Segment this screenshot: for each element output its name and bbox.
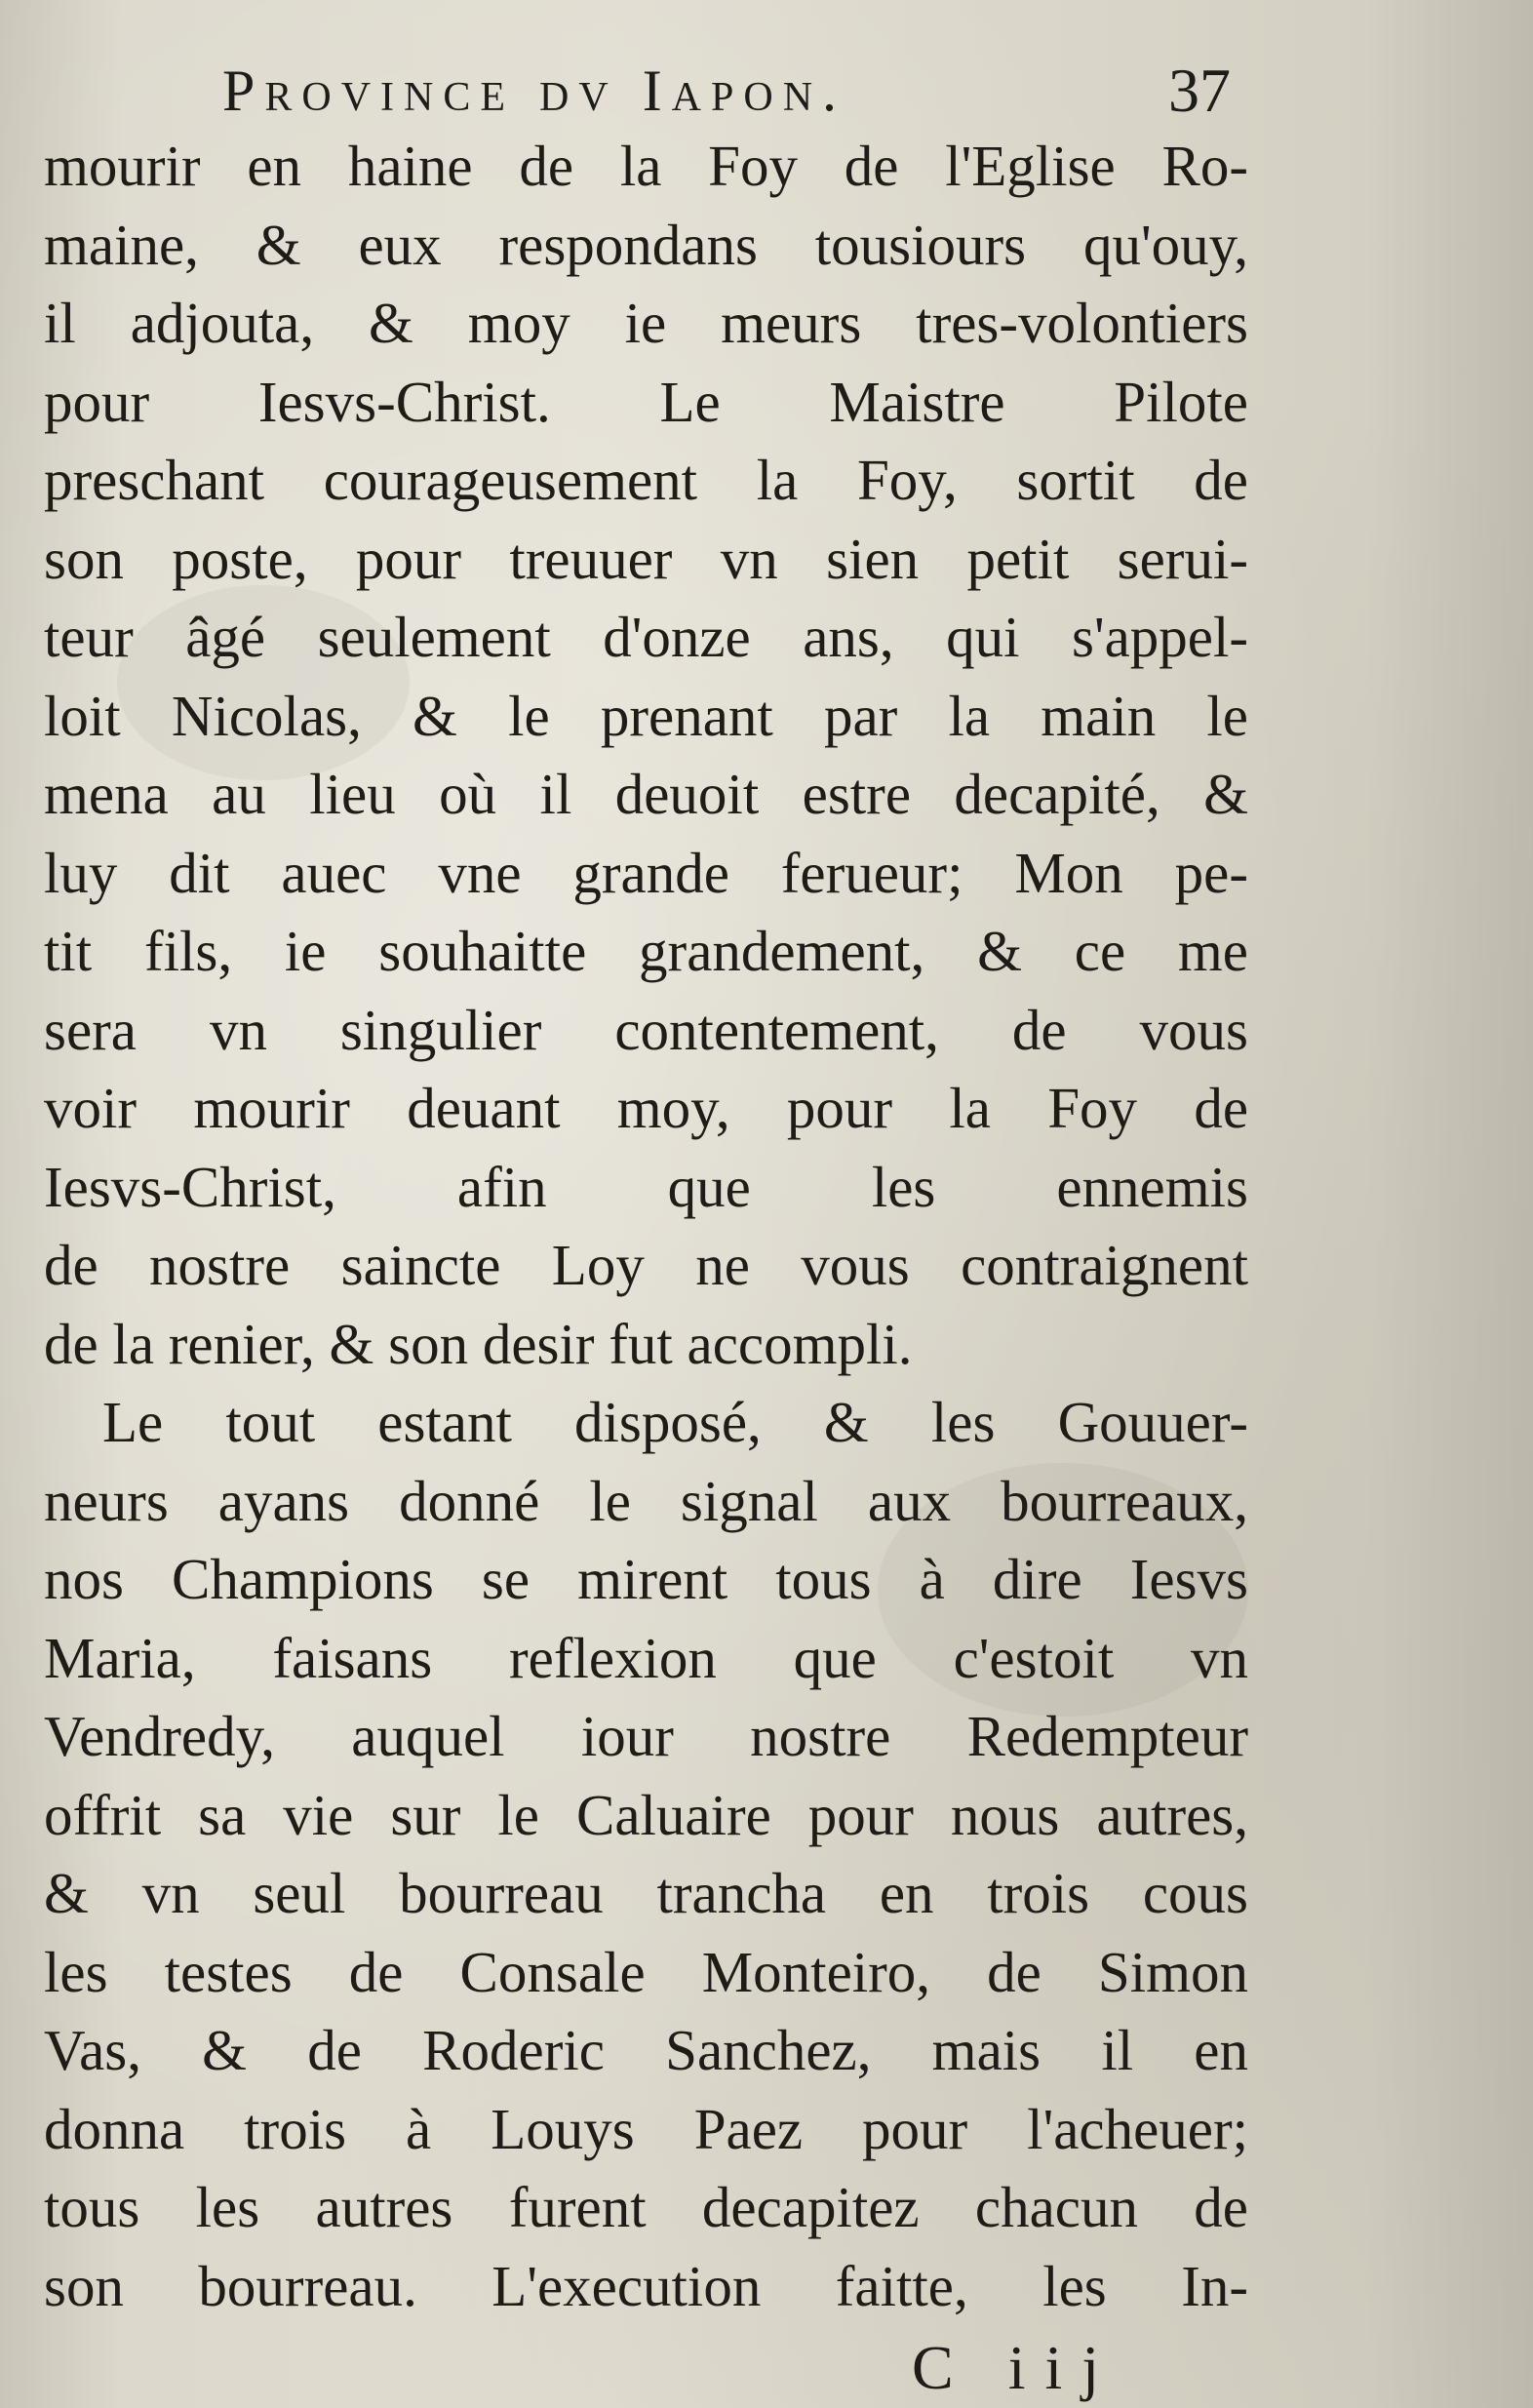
text-line: voir mourir deuant moy, pour la Foy de [44, 1076, 1248, 1140]
text-line: Vendredy, auquel iour nostre Redempteur [44, 1704, 1248, 1768]
text-line: pour Iesvs-Christ. Le Maistre Pilote [44, 369, 1248, 434]
text-line: nos Champions se mirent tous à dire Iesvs [44, 1547, 1248, 1611]
text-line: mena au lieu où il deuoit estre decapité, & [44, 762, 1248, 826]
text-line: neurs ayans donné le signal aux bourreaux, [44, 1468, 1248, 1533]
running-head [222, 47, 1246, 135]
text-line: tous les autres furent decapitez chacun de [44, 2175, 1248, 2239]
text-line: teur âgé seulement d'onze ans, qui s'appel- [44, 605, 1248, 669]
text-line: de la renier, & son desir fut accompli. [44, 1311, 913, 1376]
text-line: luy dit auec vne grande ferueur; Mon pe- [44, 840, 1248, 905]
text-line: Vas, & de Roderic Sanchez, mais il en [44, 2018, 1248, 2082]
text-line: offrit sa vie sur le Caluaire pour nous autres, [44, 1782, 1248, 1847]
text-line: de nostre saincte Loy ne vous contraignent [44, 1233, 1248, 1297]
text-line: son bourreau. L'execution faitte, les In- [44, 2253, 1248, 2318]
running-title: Province dv Iapon. [222, 59, 847, 123]
text-line: donna trois à Louys Paez pour l'acheuer; [44, 2096, 1248, 2161]
signature-mark: C iij [912, 2333, 1120, 2402]
text-line: il adjouta, & moy ie meurs tres-volontiers [44, 291, 1248, 355]
text-line: loit Nicolas, & le prenant par la main le [44, 683, 1248, 748]
text-line: preschant courageusement la Foy, sortit de [44, 448, 1248, 512]
body-text [44, 127, 1248, 2325]
text-line: maine, & eux respondans tousiours qu'ouy, [44, 212, 1248, 277]
text-line: Le tout estant disposé, & les Gouuer- [102, 1390, 1248, 1454]
text-line: sera vn singulier contentement, de vous [44, 997, 1248, 1062]
text-line: son poste, pour treuuer vn sien petit serui- [44, 526, 1248, 591]
text-line: les testes de Consale Monteiro, de Simon [44, 1939, 1248, 2004]
text-line: mourir en haine de la Foy de l'Eglise Ro- [44, 134, 1248, 198]
text-line: Maria, faisans reflexion que c'estoit vn [44, 1625, 1248, 1690]
text-line: tit fils, ie souhaitte grandement, & ce me [44, 919, 1248, 983]
text-line: Iesvs-Christ, afin que les ennemis [44, 1154, 1248, 1219]
text-line: & vn seul bourreau trancha en trois cous [44, 1861, 1248, 1925]
page-number: 37 [1168, 56, 1231, 125]
page-edge-shadow [1367, 0, 1533, 2408]
